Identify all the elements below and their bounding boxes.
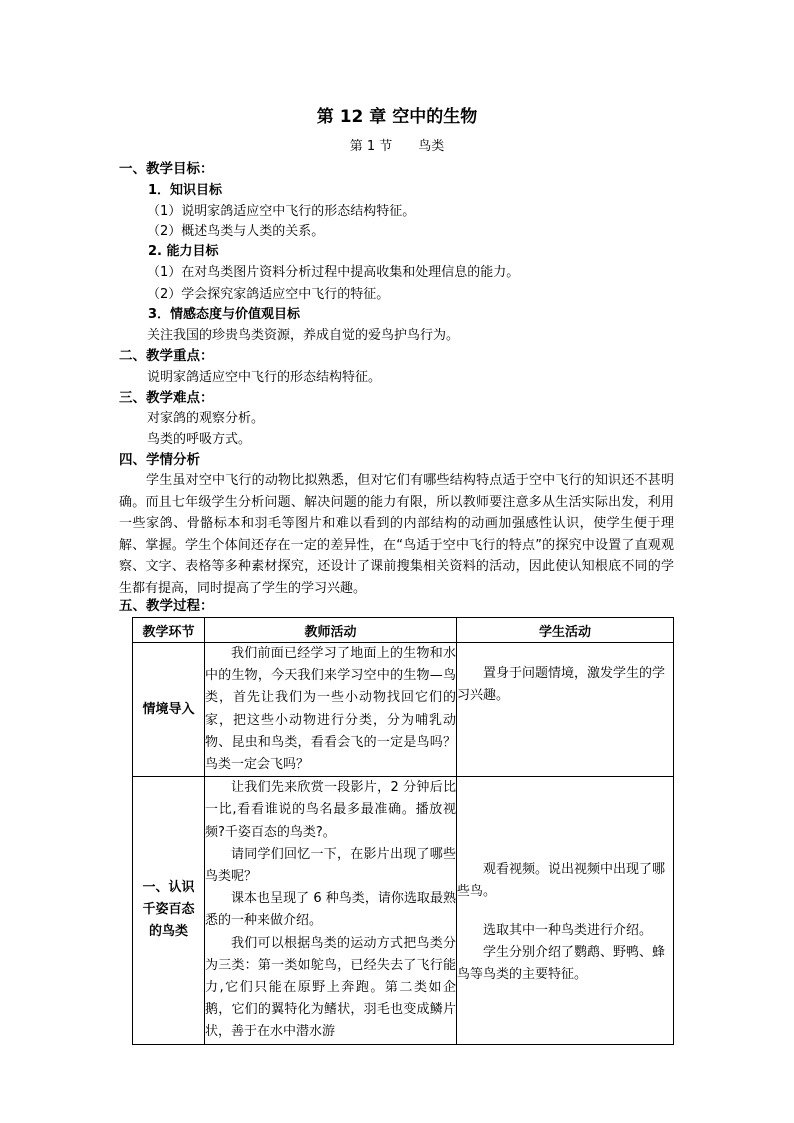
difficulty-item: 对家鸽的观察分析。	[147, 411, 265, 426]
column-header: 学生活动	[457, 618, 674, 643]
process-heading: 五、教学过程：	[119, 598, 214, 614]
student-activity-cell	[457, 643, 674, 777]
section-number: 第 1 节	[349, 139, 393, 154]
ability-goal-item: （1）在对鸟类图片资料分析过程中提高收集和处理信息的能力。	[147, 265, 520, 280]
chapter-title: 第 12 章 空中的生物	[316, 107, 478, 127]
key-points-text: 说明家鸽适应空中飞行的形态结构特征。	[147, 370, 382, 385]
teacher-activity-text: 请同学们回忆一下，在影片出现了哪些鸟类呢？	[205, 846, 456, 885]
teacher-activity-text: 让我们先来欣赏一段影片，2 分钟后比一比,看看谁说的鸟名最多最准确。播放视频?千姿百态的鸟类?。	[205, 780, 456, 840]
difficulty-item: 鸟类的呼吸方式。	[147, 432, 252, 447]
emotion-goal-heading: 3．情感态度与价值观目标	[148, 307, 301, 322]
goals-heading: 一、教学目标：	[119, 161, 214, 177]
teacher-activity-text: 我们可以根据鸟类的运动方式把鸟类分为三类：第一类如鸵鸟，已经失去了飞行能力,它们只能在原野上奔跑。第二类如企鹅，它们的翼特化为鳍状，羽毛也变成鳞片状，善于在水中潜水游	[205, 935, 456, 1040]
student-activity-text: 置身于问题情境，激发学生的学习兴趣。	[457, 666, 666, 704]
student-activity-text: 观看视频。说出视频中出现了哪些鸟。	[457, 862, 666, 900]
knowledge-goal-item: （1）说明家鸽适应空中飞行的形态结构特征。	[147, 204, 416, 219]
student-activity-text: 选取其中一种鸟类进行介绍。	[483, 922, 653, 938]
column-header: 教学环节	[133, 618, 205, 643]
analysis-heading: 四、学情分析	[119, 452, 200, 468]
stage-label-line: 的鸟类	[148, 924, 188, 940]
knowledge-goal-item: （2）概述鸟类与人类的关系。	[147, 224, 325, 239]
analysis-paragraph: 学生虽对空中飞行的动物比拟熟悉，但对它们有哪些结构特点适于空中飞行的知识还不甚明确。而且七年级学生分析问题、解决问题的能力有限，所以教师要注意多从生活实际出发，利用一些家鸽、骨骼标本和羽毛等图片和难以看到的内部结构的动画加强感性认识，使学生便于理解、掌握。学生个体间还存在一定的差异性，在“鸟适于空中飞行的特点”的探究中设置了直观观察、文字、表格等多种素材探究，还设计了课前搜集相关资料的活动，因此使认知根底不同的学生都有提高，同时提高了学生的学习兴趣。	[119, 473, 674, 596]
teacher-activity-text: 我们前面已经学习了地面上的生物和水中的生物，今天我们来学习空中的生物—鸟类，首先让我们为一些小动物找回它们的家，把这些小动物进行分类，分为哺乳动物、昆虫和鸟类，看看会飞的一定是鸟吗？鸟类一定会飞吗？	[205, 646, 456, 773]
column-header: 教师活动	[205, 618, 457, 643]
key-points-heading: 二、教学重点：	[119, 348, 214, 364]
teacher-activity-cell	[205, 777, 457, 1044]
student-activity-cell	[457, 777, 674, 1044]
section-title	[0, 138, 794, 156]
table-row	[133, 643, 674, 777]
teaching-process-table	[132, 617, 674, 1045]
teacher-activity-text: 课本也呈现了 6 种鸟类，请你选取最熟悉的一种来做介绍。	[205, 891, 456, 929]
table-row	[133, 777, 674, 1044]
difficulties-heading: 三、教学难点：	[119, 390, 214, 406]
student-activity-text: 学生分别介绍了鹦鹉、野鸭、蜂鸟等鸟类的主要特征。	[457, 944, 666, 983]
section-name: 鸟类	[418, 139, 445, 154]
ability-goal-heading: 2. 能力目标	[148, 244, 219, 259]
stage-cell: 情境导入	[133, 643, 205, 777]
emotion-goal-text: 关注我国的珍贵鸟类资源，养成自觉的爱鸟护鸟行为。	[147, 328, 460, 343]
teacher-activity-cell	[205, 643, 457, 777]
stage-cell	[133, 777, 205, 1044]
knowledge-goal-heading: 1．知识目标	[148, 183, 223, 198]
table-header-row	[133, 618, 674, 643]
ability-goal-item: （2）学会探究家鸽适应空中飞行的特征。	[147, 287, 390, 302]
stage-label-line: 千姿百态	[142, 902, 195, 918]
stage-label-line: 一、认识	[142, 880, 195, 896]
